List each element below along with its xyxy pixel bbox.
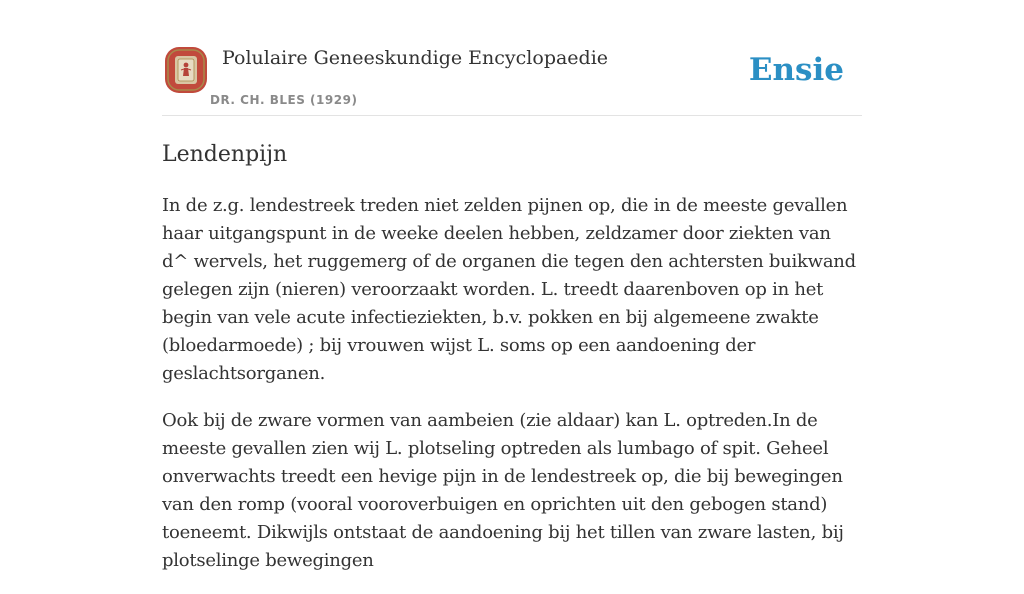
- brand-logo[interactable]: Ensie: [748, 52, 844, 88]
- article-paragraph: Ook bij de zware vormen van aambeien (zie aldaar) kan L. optreden.In de meeste gevallen zien wij L. plotseling optreden als lumbago of spit. Geheel onverwachts treedt een hevige pijn in de lendestreek op, die bij bewegingen van den romp (vooral vooroverbuigen en oprichten uit den gebogen stand) toeneemt. Dikwijls ontstaat de aandoening bij het tillen van zware lasten, bij plotselinge bewegingen: [162, 410, 844, 571]
- book-cover-icon[interactable]: [164, 46, 208, 94]
- article-body: [162, 192, 862, 594]
- publication-title[interactable]: Polulaire Geneeskundige Encyclopaedie: [222, 47, 609, 69]
- article-paragraph: In de z.g. lendestreek treden niet zelden pijnen op, die in de meeste gevallen haar uitgangspunt in de weeke deelen hebben, zeldzamer door ziekten van d^ wervels, het ruggemerg of de organen die tegen den achtersten buikwand gelegen zijn (nieren) veroorzaakt worden. L. treedt daarenboven op in het begin van vele acute infectieziekten, b.v. pokken en bij algemeene zwakte (bloedarmoede) ; bij vrouwen wijst L. soms op een aandoening der geslachtsorganen.: [162, 195, 856, 384]
- site-header: [162, 40, 862, 116]
- article-title: Lendenpijn: [162, 142, 288, 167]
- publication-author: DR. CH. BLES (1929): [210, 93, 358, 107]
